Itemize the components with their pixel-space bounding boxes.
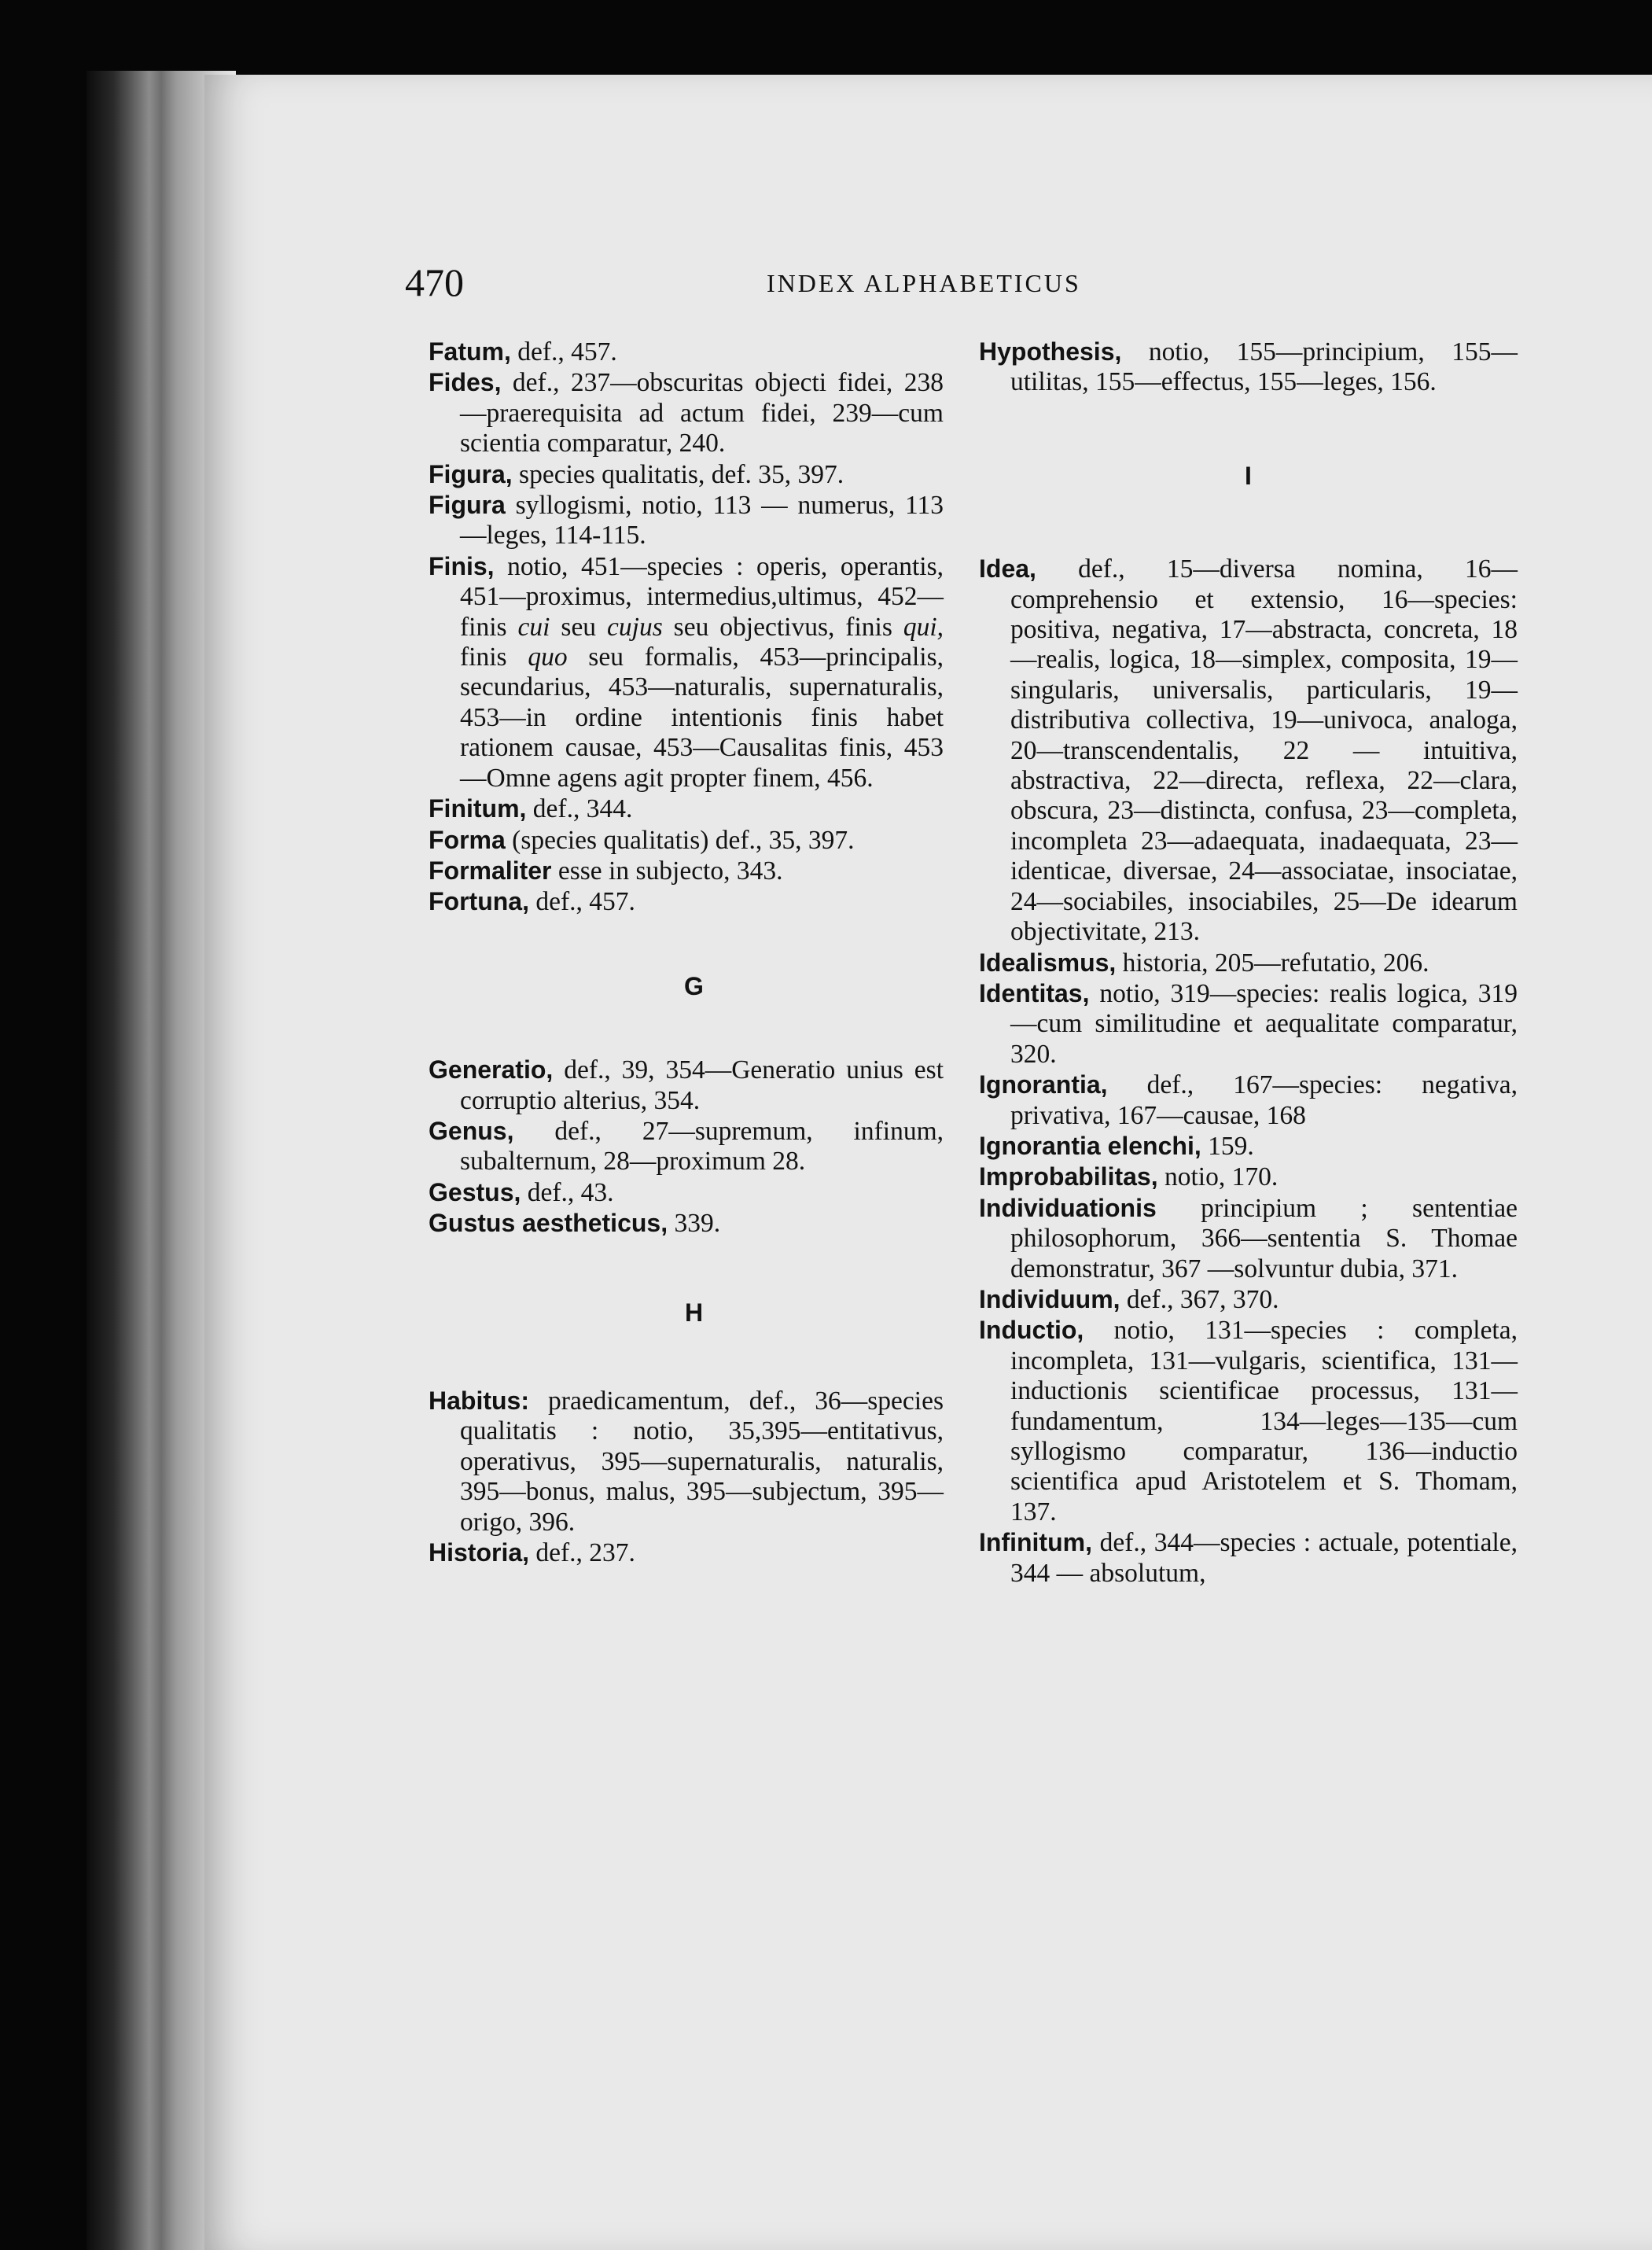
entry-head: Improbabilitas, [979,1162,1158,1191]
entry-text: def., 344—species : actuale, potentiale, 344 — absolutum, [1010,1528,1518,1588]
entry-head: Generatio, [429,1055,554,1084]
entry-text: notio, 451—species : operis, operantis, 451—proximus, intermedius,ultimus, 452—finis [460,551,944,642]
entry-head: Idealismus, [979,948,1117,977]
index-entry [429,856,944,886]
entry-italic: cujus [607,612,663,642]
running-head [405,260,1600,307]
index-entry [429,1386,944,1537]
index-entry [429,1116,944,1177]
entry-text: seu objectivus, finis [662,612,903,642]
entry-head: Hypothesis, [979,337,1122,366]
index-entry [979,1131,1518,1162]
page-number: 470 [405,260,464,304]
entry-text: def., 344. [526,794,633,824]
entry-head: Habitus: [429,1386,529,1415]
entry-head: Individuationis [979,1193,1157,1222]
index-entry [979,1527,1518,1589]
index-entry [429,551,944,794]
index-entry [429,337,944,367]
index-entry [429,367,944,458]
index-entry [429,1208,944,1239]
entry-head: Identitas, [979,978,1090,1007]
section-letter-i: I [1245,461,1252,490]
entry-text: notio, 170. [1157,1162,1279,1192]
entry-text: (species qualitatis) def., 35, 397. [505,825,855,855]
entry-text: praedicamentum, def., 36—species qualitatis : notio, 35,395—entitativus, operativus, 395—supernaturalis, naturalis, 395—bonus, malus, 395—subjectum, 395—origo, 396. [460,1386,944,1537]
index-entry [429,490,944,551]
index-entry [429,1055,944,1116]
entry-head: Forma [429,825,506,854]
entry-head: Fortuna, [429,887,529,916]
entry-head: Ignorantia elenchi, [979,1131,1201,1160]
entry-text: 339. [668,1209,721,1239]
entry-text: def., 237. [529,1538,635,1567]
entry-head: Historia, [429,1538,530,1567]
left-column [429,337,944,1568]
entry-text: def., 237—obscuritas objecti fidei, 238—praerequisita ad actum fidei, 239—cum scientia comparatur, 240. [460,368,944,458]
index-entry [429,459,944,490]
entry-italic: qui, [903,612,944,642]
entry-head: Formaliter [429,856,552,885]
entry-head: Individuum, [979,1284,1120,1313]
entry-head: Inductio, [979,1316,1084,1345]
index-entry [979,1162,1518,1192]
entry-text: species qualitatis, def. 35, 397. [512,459,844,489]
index-entry [979,948,1518,978]
section-letter-h: H [684,1298,704,1327]
entry-text: notio, 155—principium, 155—utilitas, 155—effectus, 155—leges, 156. [1010,337,1518,397]
index-entry [429,886,944,917]
entry-text: seu formalis, 453—principalis, secundarius, 453—naturalis, supernaturalis, 453—in ordine intentionis finis habet rationem causae, 453—Causalitas finis, 453 —Omne agens agit propter finem, 456. [460,643,944,793]
entry-text: seu [550,612,608,642]
entry-text: def., 457. [528,887,635,917]
entry-text: finis [460,643,528,672]
entry-head: Infinitum, [979,1528,1092,1557]
entry-text: syllogismi, notio, 113 — numerus, 113—leges, 114-115. [460,491,944,551]
entry-text: def., 367, 370. [1120,1284,1279,1314]
index-entry [979,554,1518,947]
entry-text: def., 27—supremum, infinum, subalternum, 28—proximum 28. [460,1116,944,1177]
entry-head: Figura, [429,459,513,488]
entry-text: notio, 131—species : completa, incompleta, 131—vulgaris, scientifica, 131—inductionis scientificae processus, 131—fundamentum, 134—leges—135—cum syllogismo comparatur, 136—inductio scientifica apud Aristotelem et S. Thomam, 137. [1010,1316,1518,1526]
section-letter-g: G [684,971,704,1000]
index-entry [429,794,944,824]
entry-text: def., 39, 354—Generatio unius est corruptio alterius, 354. [460,1055,944,1115]
index-entry [979,1284,1518,1315]
entry-italic: cui [517,612,550,642]
entry-head: Idea, [979,554,1036,584]
index-entry [979,978,1518,1070]
entry-text: def., 167—species: negativa, privativa, 167—causae, 168 [1010,1070,1518,1130]
index-entry [979,337,1518,398]
entry-head: Genus, [429,1116,514,1145]
entry-text: esse in subjecto, 343. [551,856,783,886]
entry-head: Fatum, [429,337,511,366]
index-entry [429,1177,944,1208]
entry-head: Fides, [429,368,502,397]
right-column [979,337,1518,1589]
entry-text: 159. [1201,1131,1254,1161]
index-entry [979,1315,1518,1527]
entry-text: historia, 205—refutatio, 206. [1116,948,1429,978]
entry-text: def., 15—diversa nomina, 16—comprehensio et extensio, 16—species: positiva, negativa, 17—abstracta, concreta, 18—realis, logica, 18—simplex, composita, 19—singularis, universalis, particularis, 19—distributiva collectiva, 19—univoca, analoga, 20—transcendentalis, 22 — intuitiva, abstractiva, 22—directa, reflexa, 22—clara, obscura, 23—distincta, confusa, 23—completa, incompleta 23—adaequata, inadaequata, 23—identicae, diversae, 24—associatae, insociatae, 24—sociabiles, insociabiles, 25—De idearum objectivitate, 213. [1010,554,1518,947]
entry-text: notio, 319—species: realis logica, 319—cum similitudine et aequalitate comparatur, 320. [1010,978,1518,1069]
index-entry [979,1070,1518,1131]
index-entry [979,1193,1518,1284]
index-entry [429,1537,944,1568]
entry-head: Figura [429,491,506,520]
entry-head: Gustus aestheticus, [429,1209,668,1238]
entry-text: def., 457. [510,337,617,366]
entry-italic: quo [528,643,568,672]
index-entry [429,825,944,856]
entry-head: Finis, [429,551,495,580]
entry-text: def., 43. [521,1177,614,1207]
entry-head: Gestus, [429,1177,521,1206]
entry-head: Finitum, [429,794,527,823]
entry-text: principium ; sententiae philosophorum, 366—sententia S. Thomae demonstratur, 367 —solvuntur dubia, 371. [1010,1193,1518,1283]
entry-head: Ignorantia, [979,1070,1108,1099]
page-title: INDEX ALPHABETICUS [767,269,1081,297]
